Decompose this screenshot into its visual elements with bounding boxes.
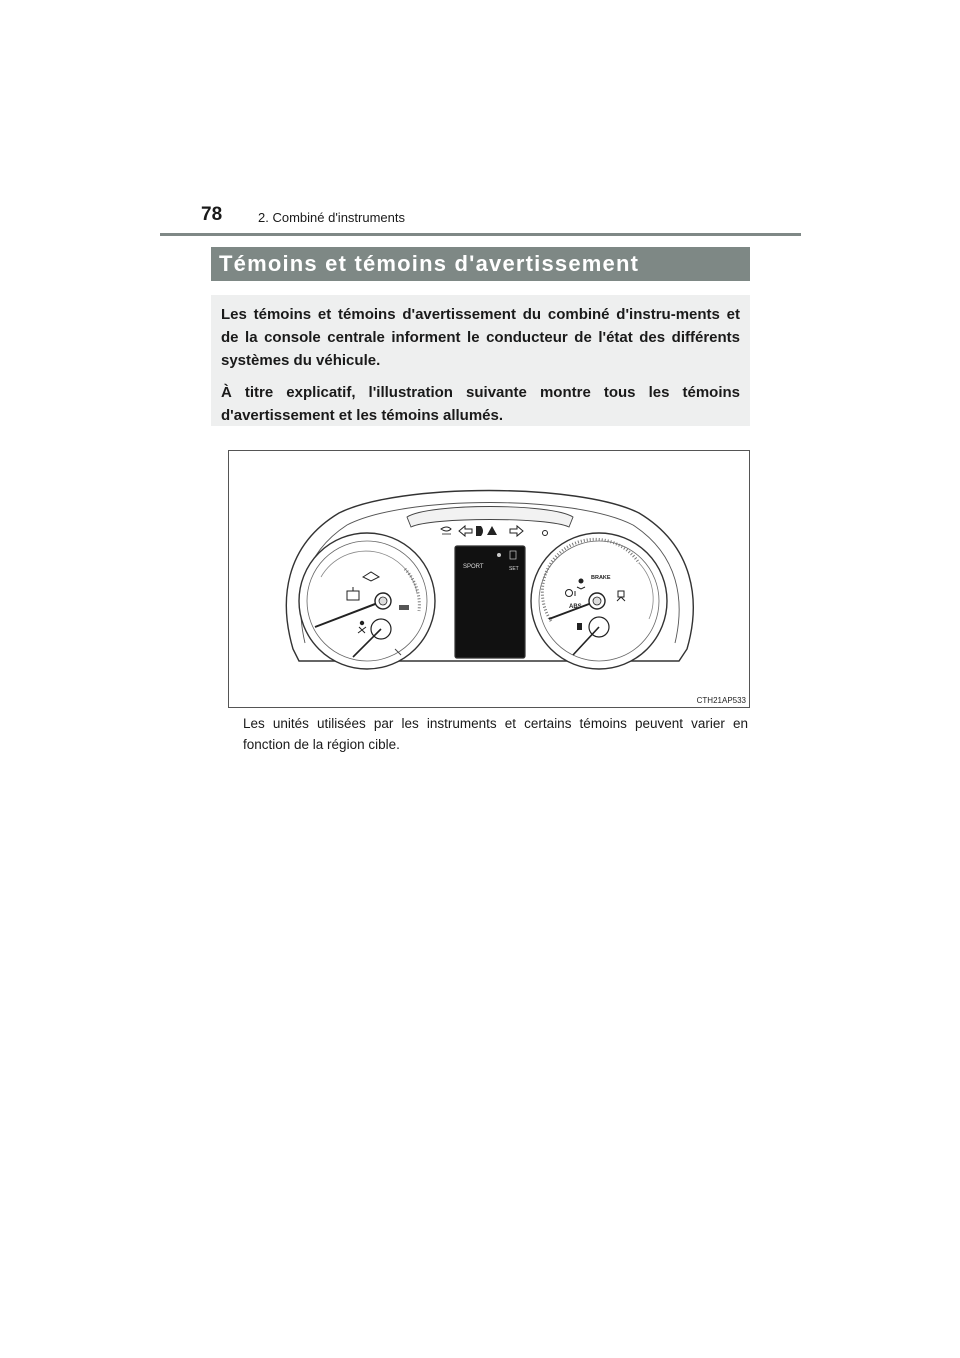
- intro-paragraph-1: Les témoins et témoins d'avertissement du combiné d'instru-ments et de la console centrale informent le conducteur de l'état des différents systèmes du véhicule.: [221, 306, 740, 369]
- instrument-cluster-illustration: [229, 451, 751, 709]
- note-text: Les unités utilisées par les instruments et certains témoins peuvent varier en fonction de la région cible.: [243, 716, 748, 752]
- display-light-icon: [497, 553, 501, 557]
- page-title: Témoins et témoins d'avertissement: [219, 251, 640, 276]
- left-gauge: [299, 533, 435, 669]
- header-rule: [160, 233, 801, 236]
- page-number: 78: [201, 204, 223, 225]
- intro-paragraph-2: À titre explicatif, l'illustration suivante montre tous les témoins d'avertissement et les témoins allumés.: [221, 384, 740, 424]
- right-gauge: [531, 533, 667, 669]
- section-name: 2. Combiné d'instruments: [258, 210, 405, 225]
- display-set-text: SET: [509, 566, 519, 572]
- title-bar: [211, 247, 750, 281]
- intro-box: [211, 295, 750, 426]
- display-sport-text: SPORT: [463, 564, 484, 570]
- fuel-icon: [577, 623, 582, 630]
- high-beam-icon: [476, 526, 483, 536]
- instrument-cluster-figure: [228, 450, 750, 708]
- abs-label: ABS: [569, 604, 582, 610]
- central-display: [455, 546, 525, 658]
- eco-indicator: [399, 605, 409, 610]
- figure-code: CTH21AP533: [696, 696, 746, 705]
- brake-label: BRAKE: [591, 575, 611, 581]
